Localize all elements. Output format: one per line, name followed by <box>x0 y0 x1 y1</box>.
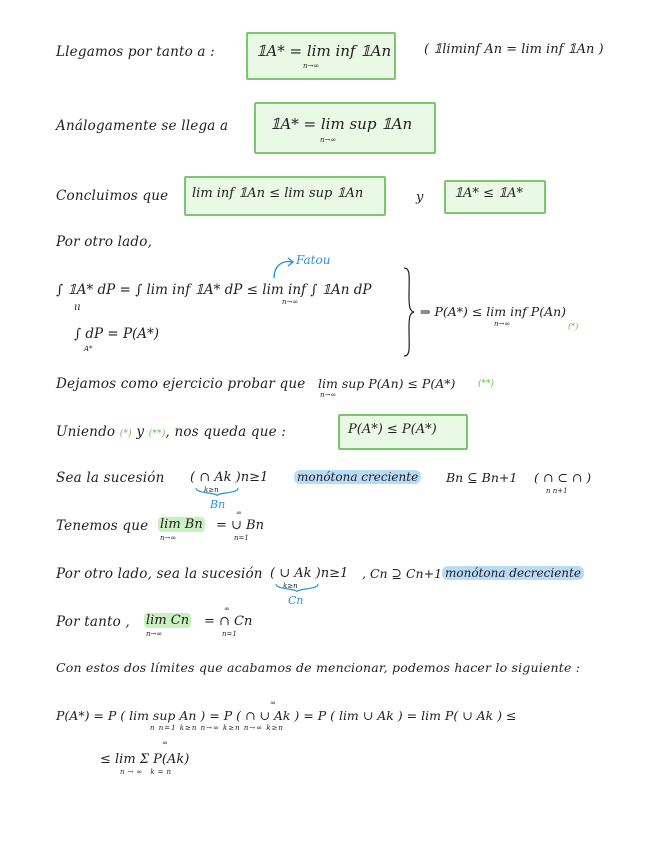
sequence-c-text: Por otro lado, sea la sucesión <box>56 566 263 582</box>
conjunction-y: y <box>416 190 424 205</box>
integral-equal-mark: ıı <box>74 302 81 313</box>
underbrace-c-label: Cn <box>288 594 304 607</box>
limit-b-highlight-wrap <box>158 517 205 532</box>
box-formula-limsup-sub: n→∞ <box>320 136 337 144</box>
tag-double-star: (**) <box>478 379 495 389</box>
joining-tag-2: (**) <box>148 429 166 439</box>
exercise-expression: lim sup P(An) ≤ P(A*) <box>318 376 456 391</box>
final-derivation-line-2-sub: n→∞ k=n <box>120 768 175 776</box>
intro-text-4: Por otro lado, <box>56 234 153 250</box>
limit-b-text: Tenemos que <box>56 518 149 534</box>
limit-c-highlight: lim Cn <box>146 613 190 628</box>
limit-b-highlight: lim Bn <box>160 517 203 532</box>
box-formula-inequality: lim inf 𝟙An ≤ lim sup 𝟙An <box>192 186 364 201</box>
limit-b-rest: = ∪ Bn <box>216 518 264 533</box>
joining-tag-1: (*) <box>119 429 132 439</box>
sequence-b-relation-2: ( ∩ ⊂ ∩ ) <box>534 470 592 485</box>
joining-text <box>56 424 286 440</box>
limit-c-rest-sub: n=1 <box>222 630 237 638</box>
limit-c-rest: = ∩ Cn <box>204 614 253 629</box>
limit-c-sub: n→∞ <box>146 630 163 638</box>
limit-b-sup: ∞ <box>236 509 242 517</box>
sequence-b-expression-sub: k≥n <box>204 486 219 494</box>
final-derivation-line-1-sub: n n=1 k≥n n→∞ k≥n n→∞ k≥n <box>150 724 284 732</box>
final-derivation-line-2-sup: ∞ <box>162 739 168 747</box>
joining-text-c: , nos queda que : <box>165 424 287 440</box>
box-formula-indicators: 𝟙A* ≤ 𝟙A* <box>454 186 524 201</box>
sequence-b-relation: Bn ⊆ Bn+1 <box>446 470 518 485</box>
integral-result: ⇒ P(A*) ≤ lim inf P(An) <box>420 304 567 319</box>
underbrace-b-label: Bn <box>210 498 226 511</box>
box-formula-liminf-sub: n→∞ <box>303 62 320 70</box>
sequence-b-text: Sea la sucesión <box>56 470 165 486</box>
box-formula-limsup: 𝟙A* = lim sup 𝟙An <box>270 115 413 133</box>
final-derivation-line-1-sup: ∞ <box>270 699 276 707</box>
limit-b-rest-sub: n=1 <box>234 534 249 542</box>
integral-line-1: ∫ 𝟙A* dP = ∫ lim inf 𝟙A* dP ≤ lim inf ∫ 𝟙An dP <box>56 282 372 298</box>
joining-text-b: y <box>136 424 145 440</box>
limit-c-highlight-wrap <box>144 613 191 628</box>
sequence-c-expression-sub: k≥n <box>283 582 298 590</box>
right-brace-icon <box>402 266 416 358</box>
aside-liminf-indicator: ( 𝟙liminf An = lim inf 𝟙An ) <box>424 42 604 57</box>
integral-line-2-sub: A* <box>84 345 93 353</box>
underbrace-c-icon <box>274 582 320 594</box>
monotone-increasing-label <box>294 470 421 484</box>
limit-c-text: Por tanto , <box>56 614 130 630</box>
monotone-decreasing-label <box>442 566 584 580</box>
underbrace-b-icon <box>194 486 240 498</box>
tag-star: (*) <box>568 322 579 331</box>
fatou-label: Fatou <box>296 253 331 267</box>
monotone-decreasing-highlight: monótona decreciente <box>442 566 584 580</box>
sequence-b-relation-2-sub: n n+1 <box>546 487 568 495</box>
sequence-c-expression: ( ∪ Ak )n≥1 <box>270 566 349 581</box>
monotone-increasing-highlight: monótona creciente <box>294 470 421 484</box>
sequence-b-expression: ( ∩ Ak )n≥1 <box>190 470 269 485</box>
intro-text-2: Análogamente se llega a <box>56 118 229 134</box>
intro-text-1: Llegamos por tanto a : <box>56 44 215 60</box>
conclusion-intro-text: Con estos dos límites que acabamos de mencionar, podemos hacer lo siguiente : <box>56 660 581 675</box>
joining-text-a: Uniendo <box>56 424 116 440</box>
integral-line-2: ∫ dP = P(A*) <box>74 326 160 342</box>
integral-result-sub: n→∞ <box>494 320 511 328</box>
sequence-c-relation: , Cn ⊇ Cn+1 <box>362 566 443 581</box>
exercise-text: Dejamos como ejercicio probar que <box>56 376 306 392</box>
final-derivation-line-2: ≤ lim Σ P(Ak) <box>100 752 190 767</box>
exercise-expression-sub: n→∞ <box>320 391 337 399</box>
box-formula-liminf: 𝟙A* = lim inf 𝟙An <box>256 42 392 60</box>
integral-line-1-sub: n→∞ <box>282 298 299 306</box>
intro-text-3: Concluimos que <box>56 188 169 204</box>
limit-c-sup: ∞ <box>224 605 230 613</box>
final-derivation-line-1: P(A*) = P ( lim sup An ) = P ( ∩ ∪ Ak ) = P ( lim ∪ Ak ) = lim P( ∪ Ak ) ≤ <box>56 708 517 723</box>
limit-b-sub: n→∞ <box>160 534 177 542</box>
box-formula-probability: P(A*) ≤ P(A*) <box>348 422 437 437</box>
